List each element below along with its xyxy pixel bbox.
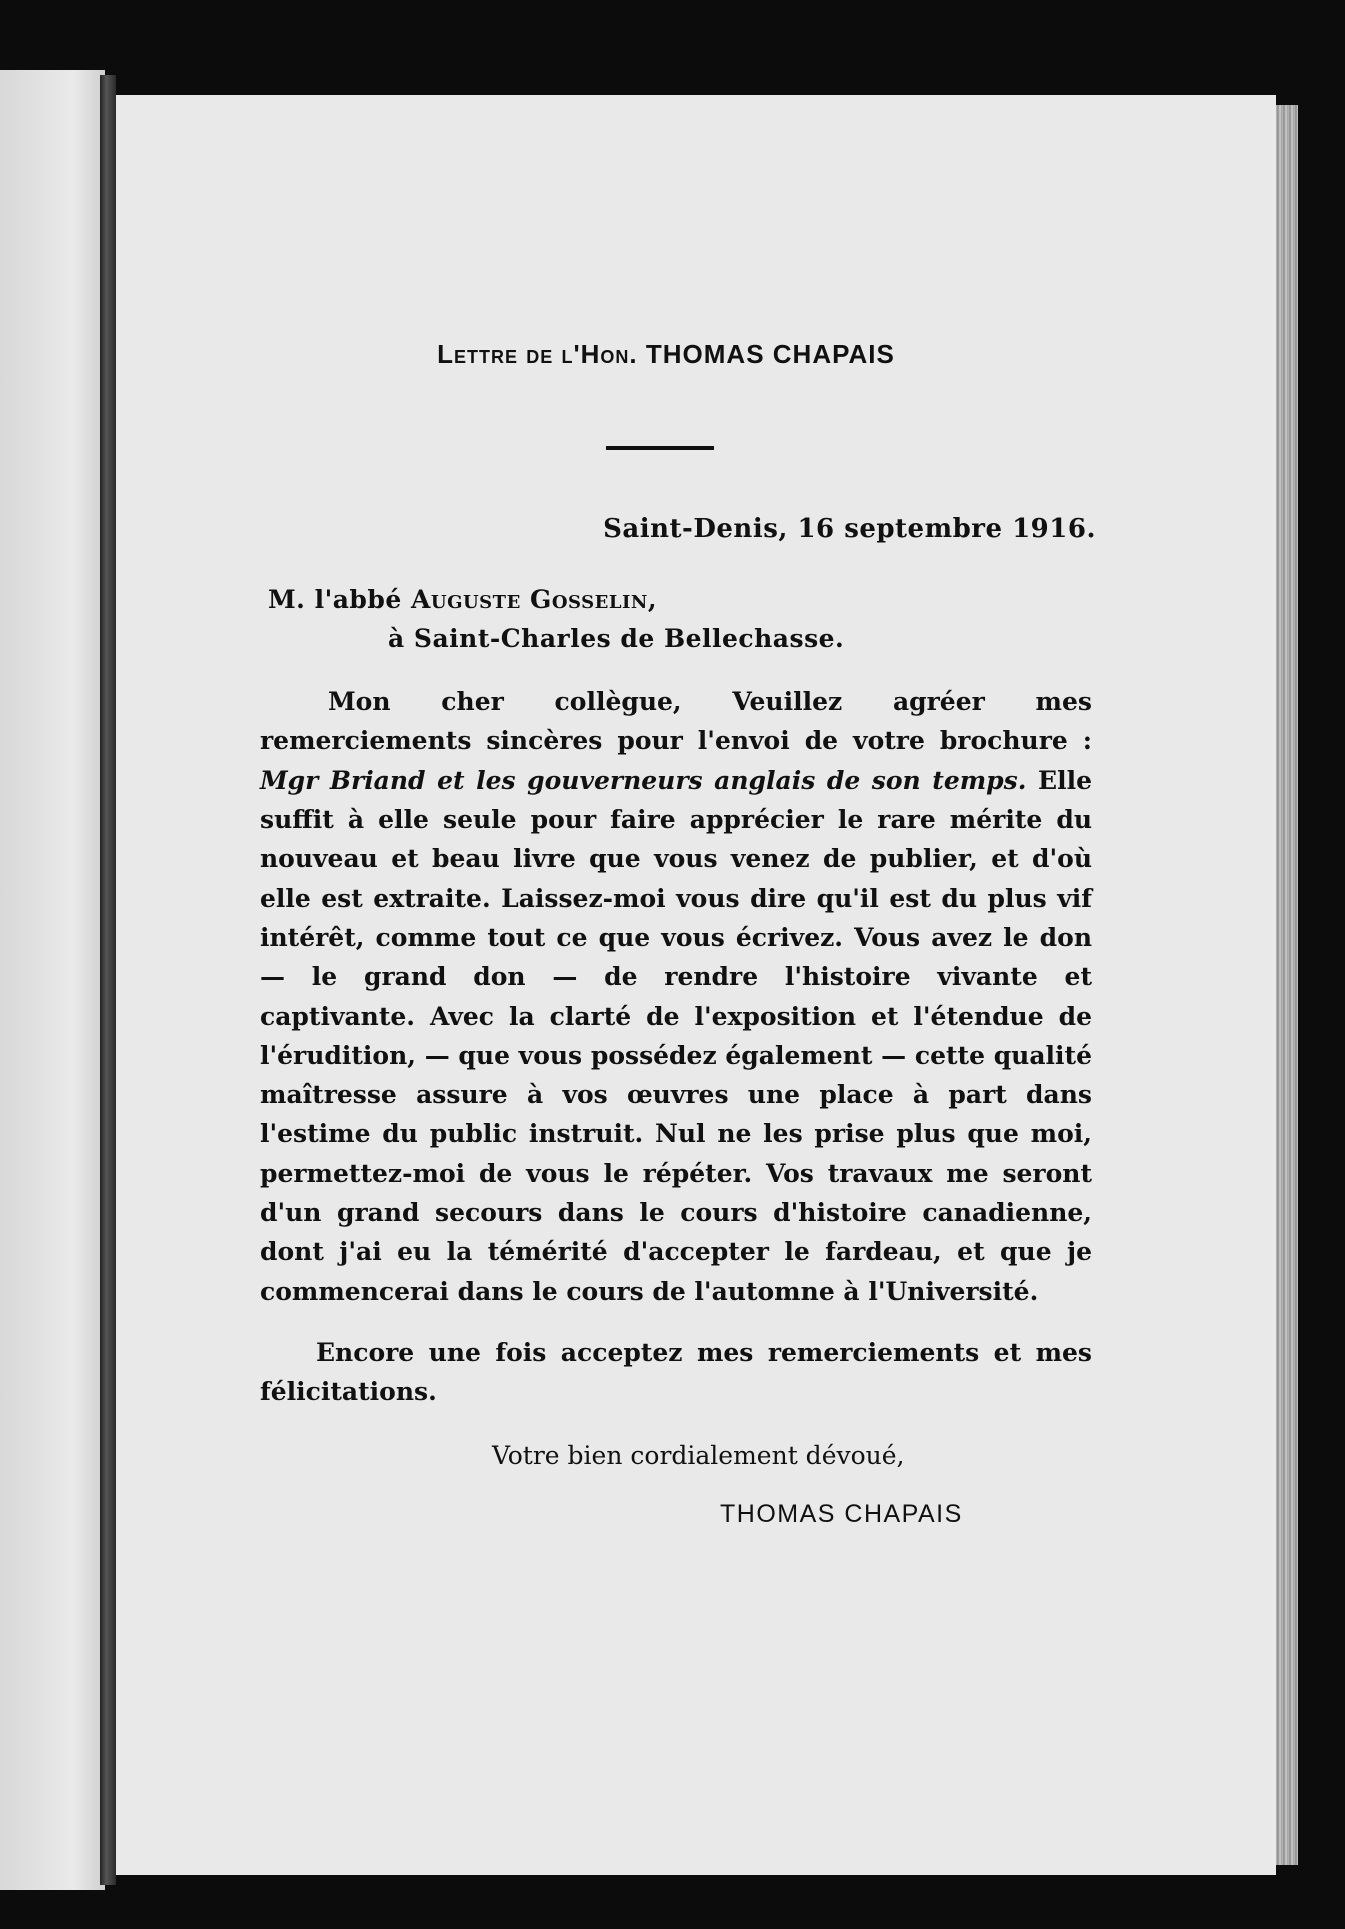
- para1-rest: Elle suffit à elle seule pour faire apprécier le rare mérite du nouveau et beau livre que vous venez de publier, et d'où elle est extraite. Laissez-moi vous dire qu'il est du plus vif intérêt, comme tout ce que vous écrivez. Vous avez le don — le grand don — de rendre l'histoire vivante et captivante. Avec la clarté de l'exposition et l'étendue de l'érudition, — que vous possédez également — cette qualité maîtresse assure à vos œuvres une place à part dans l'estime du public instruit. Nul ne les prise plus que moi, permettez-moi de vous le répéter. Vos travaux me seront d'un grand secours dans le cours d'histoire canadienne, dont j'ai eu la témérité d'accepter le fardeau, et que je commencerai dans le cours de l'automne à l'Université.: [260, 765, 1092, 1306]
- brochure-title: Mgr Briand et les gouverneurs anglais de son temps.: [260, 765, 1027, 795]
- para1-start: Mon cher collègue, Veuillez agréer mes remerciements sincères pour l'envoi de votre brochure :: [260, 687, 1092, 756]
- addressee-prefix: M. l'abbé: [268, 584, 402, 614]
- facing-page-edge: [0, 70, 105, 1890]
- title-prefix: Lettre de l'Hon.: [437, 339, 638, 369]
- salutation: Votre bien cordialement dévoué,: [492, 1440, 905, 1470]
- closing-paragraph: Encore une fois acceptez mes remerciements et mes félicitations.: [260, 1337, 1092, 1407]
- addressee-name: Auguste Gosselin,: [411, 584, 658, 614]
- signature: THOMAS CHAPAIS: [720, 1499, 963, 1528]
- body-paragraph: [260, 682, 1092, 1311]
- title-rule: [606, 446, 714, 450]
- book-gutter: [100, 75, 116, 1885]
- date-line: Saint-Denis, 16 septembre 1916.: [603, 514, 1096, 545]
- addressee-place: à Saint-Charles de Bellechasse.: [388, 623, 845, 653]
- addressee: [260, 580, 1092, 619]
- letter-title: [240, 335, 1092, 374]
- title-name: THOMAS CHAPAIS: [645, 339, 895, 369]
- letter: [260, 335, 1096, 1534]
- page-stack-edge: [1276, 105, 1298, 1865]
